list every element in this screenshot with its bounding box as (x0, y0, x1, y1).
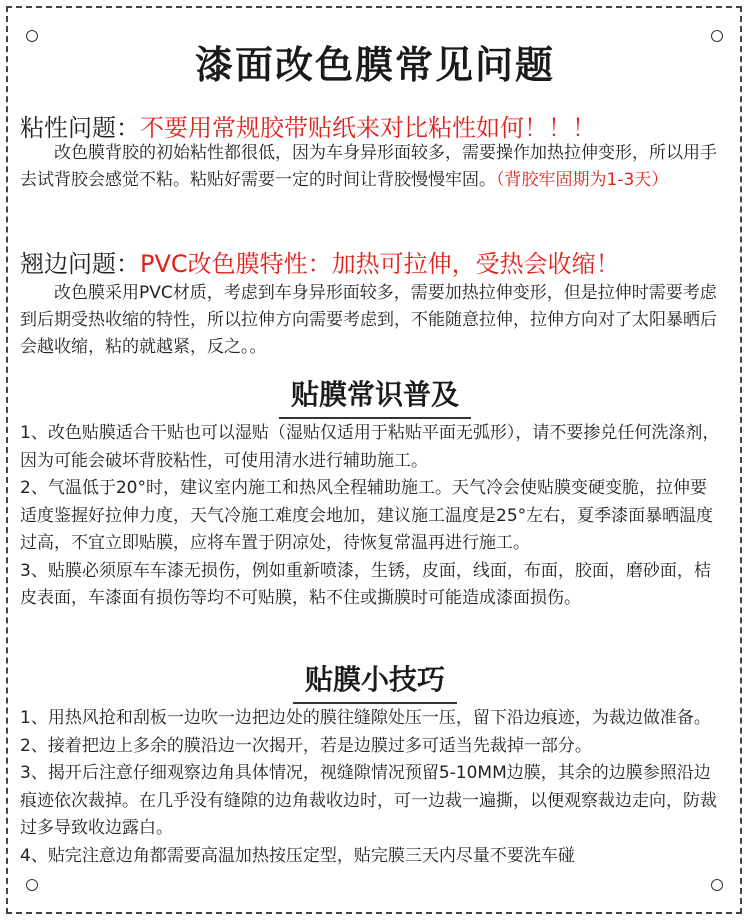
list-item: 1、用热风抢和刮板一边吹一边把边处的膜往缝隙处压一压，留下沿边痕迹，为裁边做准备。 (20, 708, 711, 728)
edge-lift-question-heading (20, 244, 620, 279)
adhesion-question-highlight: 不要用常规胶带贴纸来对比粘性如何！！！ (140, 114, 596, 142)
adhesion-question-label: 粘性问题： (20, 114, 140, 142)
adhesion-paragraph (20, 140, 720, 194)
list-item: 3、揭开后注意仔细观察边角具体情况，视缝隙情况预留5-10MM边膜，其余的边膜参照沿边痕迹依次裁掉。在几乎没有缝隙的边角裁收边时，可一边裁一遍撕，以便观察裁边走向，防裁过多导致收边露白。 (20, 763, 717, 838)
corner-hole-bottom-right (711, 879, 723, 891)
section-common-knowledge-heading (0, 373, 750, 419)
list-item: 3、贴膜必须原车车漆无损伤，例如重新喷漆，生锈，皮面，线面，布面，胶面，磨砂面，桔皮表面，车漆面有损伤等均不可贴膜，粘不住或撕膜时可能造成漆面损伤。 (20, 560, 711, 608)
list-item: 2、气温低于20°时，建议室内施工和热风全程辅助施工。天气冷会使贴膜变硬变脆，拉伸要适度鉴握好拉伸力度，天气冷施工难度会地加，建议施工温度是25°左右，夏季漆面暴晒温度过高，不宜立即贴膜，应将车置于阴凉处，待恢复常温再进行施工。 (20, 478, 714, 553)
section-tips-title: 贴膜小技巧 (293, 658, 457, 704)
edge-lift-question-highlight: PVC改色膜特性：加热可拉伸，受热会收缩！ (140, 250, 620, 278)
edge-lift-question-label: 翘边问题： (20, 250, 140, 278)
list-item: 2、接着把边上多余的膜沿边一次揭开，若是边膜过多可适当先裁掉一部分。 (20, 735, 592, 756)
section-tips-heading (0, 658, 750, 704)
list-item: 4、贴完注意边角都需要高温加热按压定型，贴完膜三天内尽量不要洗车碰 (20, 845, 575, 866)
tips-list (20, 705, 720, 870)
edge-lift-paragraph: 改色膜采用PVC材质，考虑到车身异形面较多，需要加热拉伸变形，但是拉伸时需要考虑到后期受热收缩的特性，所以拉伸方向需要考虑到，不能随意拉伸，拉伸方向对了太阳暴晒后会越收缩，粘的就越紧，反之。。 (20, 283, 717, 357)
adhesion-body: 改色膜背胶的初始粘性都很低，因为车身异形面较多，需要操作加热拉伸变形，所以用手去试背胶会感觉不粘。粘贴好需要一定的时间让背胶慢慢牢固。 (20, 143, 717, 190)
corner-hole-bottom-left (26, 879, 38, 891)
page-title: 漆面改色膜常见问题 (194, 43, 555, 87)
common-knowledge-list (20, 420, 720, 613)
adhesion-question-heading (20, 108, 596, 143)
section-common-knowledge-title: 贴膜常识普及 (279, 373, 471, 419)
adhesion-note: （背胶牢固期为1-3天） (496, 170, 669, 190)
list-item: 1、改色贴膜适合干贴也可以湿贴（湿贴仅适用于粘贴平面无弧形），请不要掺兑任何洗涤剂，因为可能会破坏背胶粘性，可使用清水进行辅助施工。 (20, 423, 720, 471)
